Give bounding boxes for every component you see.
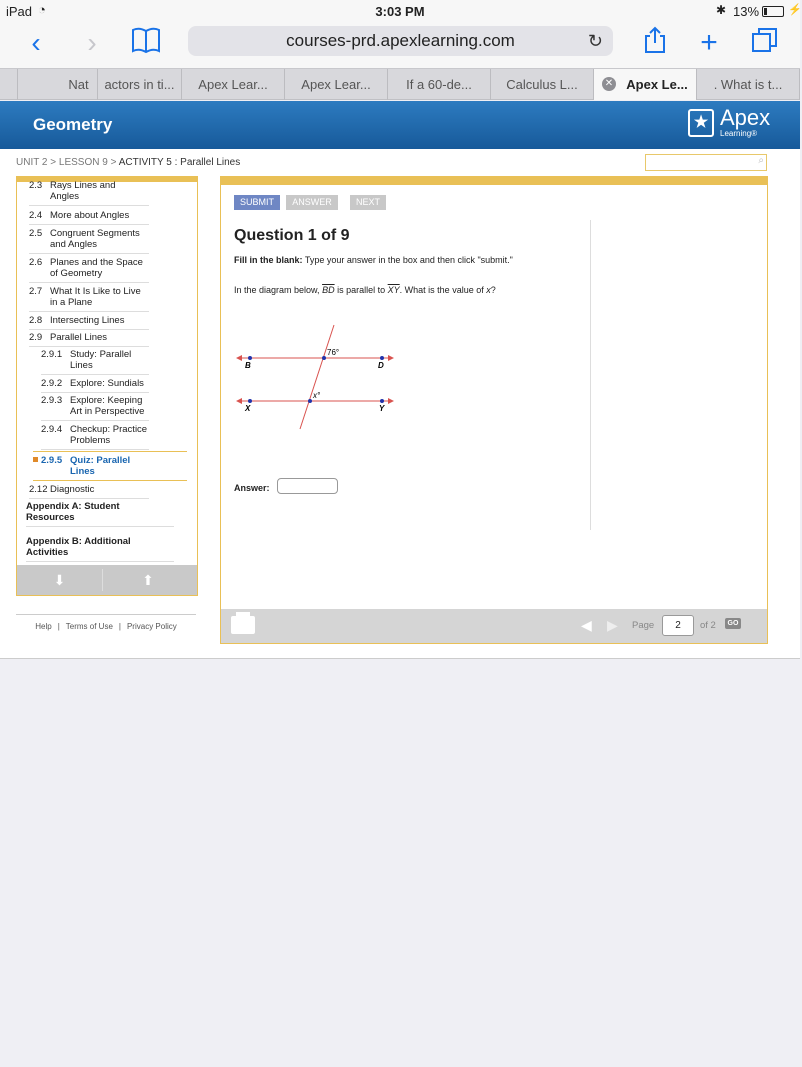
breadcrumb bbox=[16, 157, 240, 168]
point-x bbox=[248, 399, 252, 403]
tab-label: Apex Le... bbox=[626, 77, 688, 92]
question-text-part: . What is the value of bbox=[399, 285, 484, 295]
wifi-icon: ◔ bbox=[38, 2, 46, 17]
nav-label: What It Is Like to Live in a Plane bbox=[50, 286, 141, 308]
tab-0[interactable] bbox=[0, 69, 18, 100]
privacy-link[interactable]: Privacy Policy bbox=[126, 622, 177, 631]
nav-item[interactable] bbox=[29, 180, 149, 206]
tab-3[interactable] bbox=[182, 69, 285, 100]
breadcrumb-sep: > bbox=[50, 157, 57, 168]
nav-item[interactable] bbox=[29, 315, 149, 330]
nav-item[interactable] bbox=[29, 257, 149, 283]
search-input[interactable] bbox=[645, 154, 767, 171]
tab-1[interactable] bbox=[60, 69, 98, 100]
answer-button[interactable]: ANSWER bbox=[286, 195, 338, 210]
course-header bbox=[0, 101, 800, 149]
label-x: X bbox=[245, 404, 251, 413]
bluetooth-icon: ✱ bbox=[716, 3, 727, 17]
address-bar[interactable] bbox=[188, 26, 613, 56]
arrow-left-bd bbox=[236, 355, 242, 361]
battery-icon bbox=[762, 6, 784, 17]
tab-2[interactable] bbox=[98, 69, 182, 100]
breadcrumb-unit[interactable]: UNIT 2 bbox=[16, 157, 48, 168]
nav-num: 2.9 bbox=[29, 332, 43, 343]
logo-subtext: Learning® bbox=[720, 129, 758, 138]
label-y: Y bbox=[379, 404, 385, 413]
new-tab-button[interactable]: + bbox=[700, 26, 718, 59]
nav-label: Diagnostic bbox=[50, 484, 95, 495]
nav-label: Parallel Lines bbox=[50, 332, 108, 343]
footer-sep: | bbox=[57, 622, 60, 631]
nav-num: 2.6 bbox=[29, 257, 43, 268]
nav-item[interactable] bbox=[41, 395, 149, 421]
nav-item[interactable] bbox=[41, 424, 149, 450]
tab-bar bbox=[0, 68, 800, 100]
carrier-label: iPad bbox=[6, 4, 33, 19]
intersection-top bbox=[322, 356, 326, 360]
nav-item-appendix-a[interactable] bbox=[26, 501, 174, 527]
question-panel bbox=[220, 176, 768, 644]
help-link[interactable]: Help bbox=[35, 622, 52, 631]
course-title: Geometry bbox=[33, 115, 113, 134]
breadcrumb-sep: > bbox=[110, 157, 117, 168]
instruction-label: Fill in the blank: bbox=[234, 255, 303, 265]
reload-icon[interactable]: ↻ bbox=[587, 31, 603, 51]
nav-item-current[interactable] bbox=[33, 451, 187, 481]
footer-links bbox=[16, 614, 196, 631]
next-button[interactable]: NEXT bbox=[350, 195, 386, 210]
battery-percent: 13% bbox=[733, 4, 760, 19]
close-tab-icon[interactable]: ✕ bbox=[602, 77, 616, 91]
share-icon[interactable] bbox=[640, 26, 670, 60]
status-bar bbox=[0, 0, 800, 22]
search-icon[interactable]: ⌕ bbox=[758, 155, 764, 166]
course-body bbox=[0, 149, 800, 659]
tab-active[interactable] bbox=[594, 69, 697, 100]
variable-x: x bbox=[486, 285, 491, 295]
tab-label: Calculus L... bbox=[506, 77, 578, 92]
breadcrumb-lesson[interactable]: LESSON 9 bbox=[58, 157, 108, 168]
back-button[interactable]: ‹ bbox=[31, 27, 41, 58]
question-text-part: is parallel to bbox=[337, 285, 386, 295]
angle-x-label: x° bbox=[313, 391, 321, 400]
nav-item[interactable] bbox=[29, 332, 149, 347]
nav-num: 2.9.4 bbox=[41, 424, 63, 435]
nav-num: 2.3 bbox=[29, 180, 43, 191]
question-text bbox=[234, 285, 496, 295]
point-y bbox=[380, 399, 384, 403]
tab-label: Apex Lear... bbox=[198, 77, 268, 92]
tab-5[interactable] bbox=[388, 69, 491, 100]
question-instruction bbox=[234, 255, 513, 265]
apex-logo-icon: ★ bbox=[688, 109, 714, 137]
terms-link[interactable]: Terms of Use bbox=[65, 622, 113, 631]
tabs-icon[interactable] bbox=[750, 26, 780, 60]
arrow-right-xy bbox=[388, 398, 394, 404]
browser-toolbar bbox=[0, 22, 800, 68]
nav-label: Appendix B: Additional Activities bbox=[26, 536, 131, 558]
nav-num: 2.5 bbox=[29, 228, 43, 239]
prev-page-icon[interactable]: ◀ bbox=[581, 617, 592, 633]
tab-label: Apex Lear... bbox=[301, 77, 371, 92]
tab-4[interactable] bbox=[285, 69, 388, 100]
question-text-part: ? bbox=[490, 285, 496, 295]
forward-button[interactable]: › bbox=[87, 27, 97, 58]
nav-label: Appendix A: Student Resources bbox=[26, 501, 120, 523]
nav-label: More about Angles bbox=[50, 210, 130, 221]
tab-6[interactable] bbox=[491, 69, 594, 100]
nav-num: 2.9.3 bbox=[41, 395, 63, 406]
logo-text: Apex bbox=[720, 105, 771, 130]
nav-num: 2.8 bbox=[29, 315, 43, 326]
nav-label: Quiz: Parallel Lines bbox=[70, 455, 131, 477]
point-b bbox=[248, 356, 252, 360]
nav-item[interactable] bbox=[29, 210, 149, 225]
angle-76-label: 76° bbox=[327, 348, 340, 357]
answer-label: Answer: bbox=[234, 483, 270, 493]
tab-label: . What is t... bbox=[713, 77, 783, 92]
question-title: Question 1 of 9 bbox=[234, 227, 350, 244]
nav-num: 2.9.2 bbox=[41, 378, 63, 389]
clock: 3:03 PM bbox=[375, 4, 425, 19]
label-b: B bbox=[245, 361, 251, 370]
next-page-icon[interactable]: ▶ bbox=[607, 617, 618, 633]
nav-item-appendix-b[interactable] bbox=[26, 536, 174, 562]
nav-item[interactable] bbox=[29, 228, 149, 254]
nav-item[interactable] bbox=[29, 484, 149, 499]
bookmarks-icon[interactable] bbox=[128, 26, 164, 60]
answer-input[interactable] bbox=[277, 478, 338, 494]
arrow-right-bd bbox=[388, 355, 394, 361]
page-number-input[interactable]: 2 bbox=[662, 615, 694, 636]
tab-8[interactable] bbox=[697, 69, 800, 100]
point-d bbox=[380, 356, 384, 360]
nav-label: Congruent Segments and Angles bbox=[50, 228, 140, 250]
segment-bd: $\overline{BD}$ bbox=[322, 285, 335, 295]
footer-sep: | bbox=[118, 622, 121, 631]
nav-label: Study: Parallel Lines bbox=[70, 349, 132, 371]
question-text-part: In the diagram below, bbox=[234, 285, 320, 295]
submit-button[interactable]: SUBMIT bbox=[234, 195, 280, 210]
nav-scroll-controls bbox=[17, 565, 197, 595]
nav-label: Intersecting Lines bbox=[50, 315, 125, 326]
nav-label: Explore: Keeping Art in Perspective bbox=[70, 395, 145, 417]
nav-num: 2.9.5 bbox=[41, 455, 63, 466]
current-marker bbox=[33, 457, 38, 462]
charging-icon: ⚡ bbox=[788, 4, 802, 16]
parallel-lines-diagram bbox=[234, 323, 404, 435]
page-controls bbox=[221, 609, 767, 643]
nav-num: 2.9.1 bbox=[41, 349, 63, 360]
label-d: D bbox=[378, 361, 384, 370]
nav-label: Explore: Sundials bbox=[70, 378, 144, 389]
page-total: of 2 bbox=[700, 620, 716, 631]
scroll-up-button[interactable]: ⬆ bbox=[142, 572, 154, 588]
instruction-text: Type your answer in the box and then click "submit." bbox=[304, 255, 513, 265]
print-icon[interactable] bbox=[231, 616, 255, 634]
go-button[interactable]: GO bbox=[725, 618, 741, 629]
nav-item[interactable] bbox=[29, 286, 149, 312]
nav-num: 2.12 bbox=[29, 484, 48, 495]
nav-num: 2.7 bbox=[29, 286, 43, 297]
scroll-down-button[interactable]: ⬇ bbox=[17, 569, 103, 591]
segment-xy: $\overline{XY}$ bbox=[387, 285, 400, 295]
arrow-left-xy bbox=[236, 398, 242, 404]
nav-label: Planes and the Space of Geometry bbox=[50, 257, 143, 279]
panel-divider bbox=[590, 220, 591, 530]
intersection-bottom bbox=[308, 399, 312, 403]
breadcrumb-activity: ACTIVITY 5 : Parallel Lines bbox=[118, 157, 241, 168]
tab-label: Nat bbox=[68, 77, 89, 92]
url-text: courses-prd.apexlearning.com bbox=[286, 31, 515, 50]
nav-label: Rays Lines and Angles bbox=[50, 180, 116, 202]
nav-label: Checkup: Practice Problems bbox=[70, 424, 148, 446]
transversal bbox=[300, 325, 334, 429]
nav-item[interactable] bbox=[41, 378, 149, 393]
page-label: Page bbox=[632, 620, 655, 631]
nav-item[interactable] bbox=[41, 349, 149, 375]
lesson-nav bbox=[16, 176, 198, 596]
nav-num: 2.4 bbox=[29, 210, 43, 221]
tab-label: actors in ti... bbox=[104, 77, 175, 92]
tab-label: If a 60-de... bbox=[406, 77, 472, 92]
